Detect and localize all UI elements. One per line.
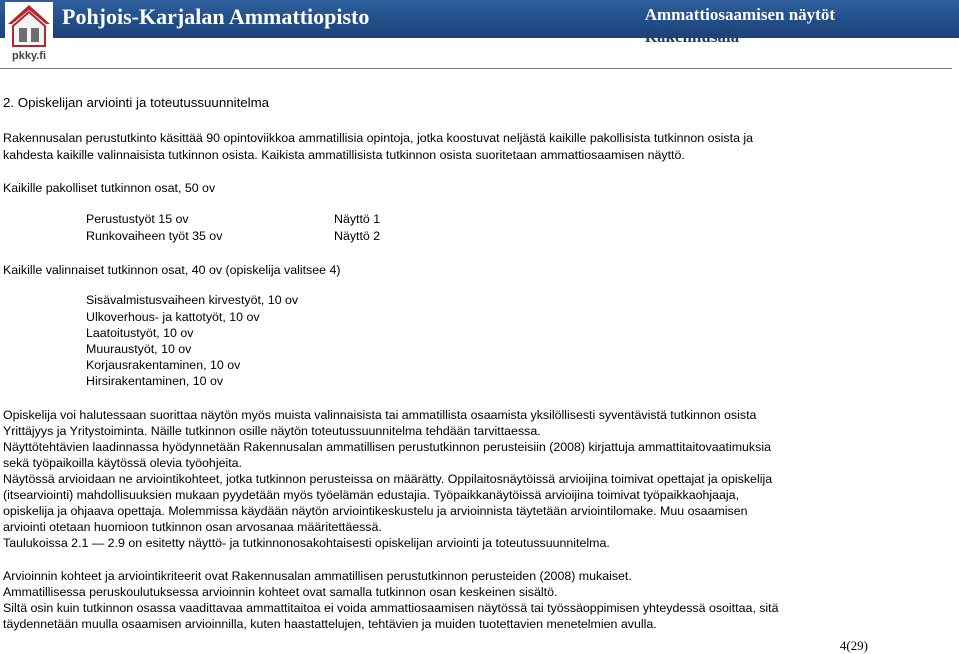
body-line: opiskelija ja ohjaava opettaja. Molemmissa käydään näytön arviointikeskustelu ja arvioinnista täytetään arviointilomake. Muu osaamisen (3, 504, 748, 518)
closing-line: Arvioinnin kohteet ja arviointikriteerit ovat Rakennusalan ammatillisen perustutkinnon perusteiden (2008) mukaiset. (3, 569, 632, 583)
closing-line: Siltä osin kuin tutkinnon osassa vaadittavaa ammattitaitoa ei voida ammattiosaamisen näytössä tai työssäoppimisen yhteydessä osoittaa, sitä (3, 601, 779, 615)
mandatory-demo-2: Näyttö 2 (334, 229, 381, 243)
body-line: Yrittäjyys ja Yritystoiminta. Näille tutkinnon osille näytön toteutussuunnitelma tehdään tarvittaessa. (3, 424, 541, 438)
page-header (0, 0, 959, 68)
mandatory-demo-1: Näyttö 1 (334, 212, 381, 226)
field-name: Rakennusala (644, 27, 740, 46)
body-line: sekä työpaikoilla käytössä olevia työohjeita. (3, 456, 242, 470)
page-number: 4(29) (839, 638, 868, 653)
document-type: Ammattiosaamisen näytöt (644, 5, 835, 24)
body-line: (itsearviointi) mahdollisuuksien mukaan pyydetään myös työelämän edustajia. Työpaikkanäytöissä arvioijina toimivat työpaikkaohjaaja, (3, 488, 740, 502)
body-line: Näytössä arvioidaan ne arviointikohteet, jotka tutkinnon perusteissa on määrätty. Oppilaitosnäytöissä arvioijina toimivat opettajat ja opiskelija (3, 472, 773, 486)
body-line: Näyttötehtävien laadinnassa hyödynnetään Rakennusalan ammatillisen perustutkinnon perusteisiin (2008) kirjattuja ammattitaitovaatimuksia (3, 440, 771, 454)
optional-item: Sisävalmistusvaiheen kirvestyöt, 10 ov (86, 293, 299, 307)
mandatory-heading: Kaikille pakolliset tutkinnon osat, 50 ov (3, 181, 216, 195)
body-line: Taulukoissa 2.1 — 2.9 on esitetty näyttö- ja tutkinnonosakohtaisesti opiskelijan arviointi ja toteutussuunnitelma. (3, 536, 610, 550)
intro-line-2: kahdesta kaikille valinnaisista tutkinnon osista. Kaikista ammatillisista tutkinnon osista suoritetaan ammattiosaamisen näyttö. (3, 148, 685, 162)
header-divider (0, 68, 952, 69)
svg-text:pkky.fi: pkky.fi (11, 50, 47, 62)
section-title: 2. Opiskelijan arviointi ja toteutussuunnitelma (3, 95, 270, 110)
header-right-block (645, 5, 835, 47)
school-name: Pohjois-Karjalan Ammattiopisto (62, 4, 370, 29)
optional-item: Hirsirakentaminen, 10 ov (86, 374, 224, 388)
optional-item: Laatoitustyöt, 10 ov (86, 326, 194, 340)
body-line: arviointi otetaan huomioon tutkinnon osan arvosanaa määritettäessä. (3, 520, 382, 534)
mandatory-part-2: Runkovaiheen työt 35 ov (86, 229, 223, 243)
optional-heading: Kaikille valinnaiset tutkinnon osat, 40 ov (opiskelija valitsee 4) (3, 263, 341, 277)
closing-line: täydennetään muulla osaamisen arvioinnilla, kuten haastattelujen, tehtävien ja muiden tuotettavien menetelmien avulla. (3, 617, 657, 631)
optional-item: Korjausrakentaminen, 10 ov (86, 358, 241, 372)
mandatory-part-1: Perustustyöt 15 ov (86, 212, 189, 226)
body-line: Opiskelija voi halutessaan suorittaa näytön myös muista valinnaisista tai ammatillista osaamista yksilöllisesti syventävistä tutkinnon osista (3, 408, 757, 422)
optional-item: Ulkoverhous- ja kattotyöt, 10 ov (86, 310, 260, 324)
pkky-logo-icon (5, 2, 53, 64)
intro-line-1: Rakennusalan perustutkinto käsittää 90 opintoviikkoa ammatillisia opintoja, jotka koostuvat neljästä kaikille pakollisista tutkinnon osista ja (3, 131, 754, 145)
optional-item: Muuraustyöt, 10 ov (86, 342, 192, 356)
closing-line: Ammatillisessa peruskoulutuksessa arvioinnin kohteet ovat samalla tutkinnon osan keskeinen sisältö. (3, 585, 558, 599)
